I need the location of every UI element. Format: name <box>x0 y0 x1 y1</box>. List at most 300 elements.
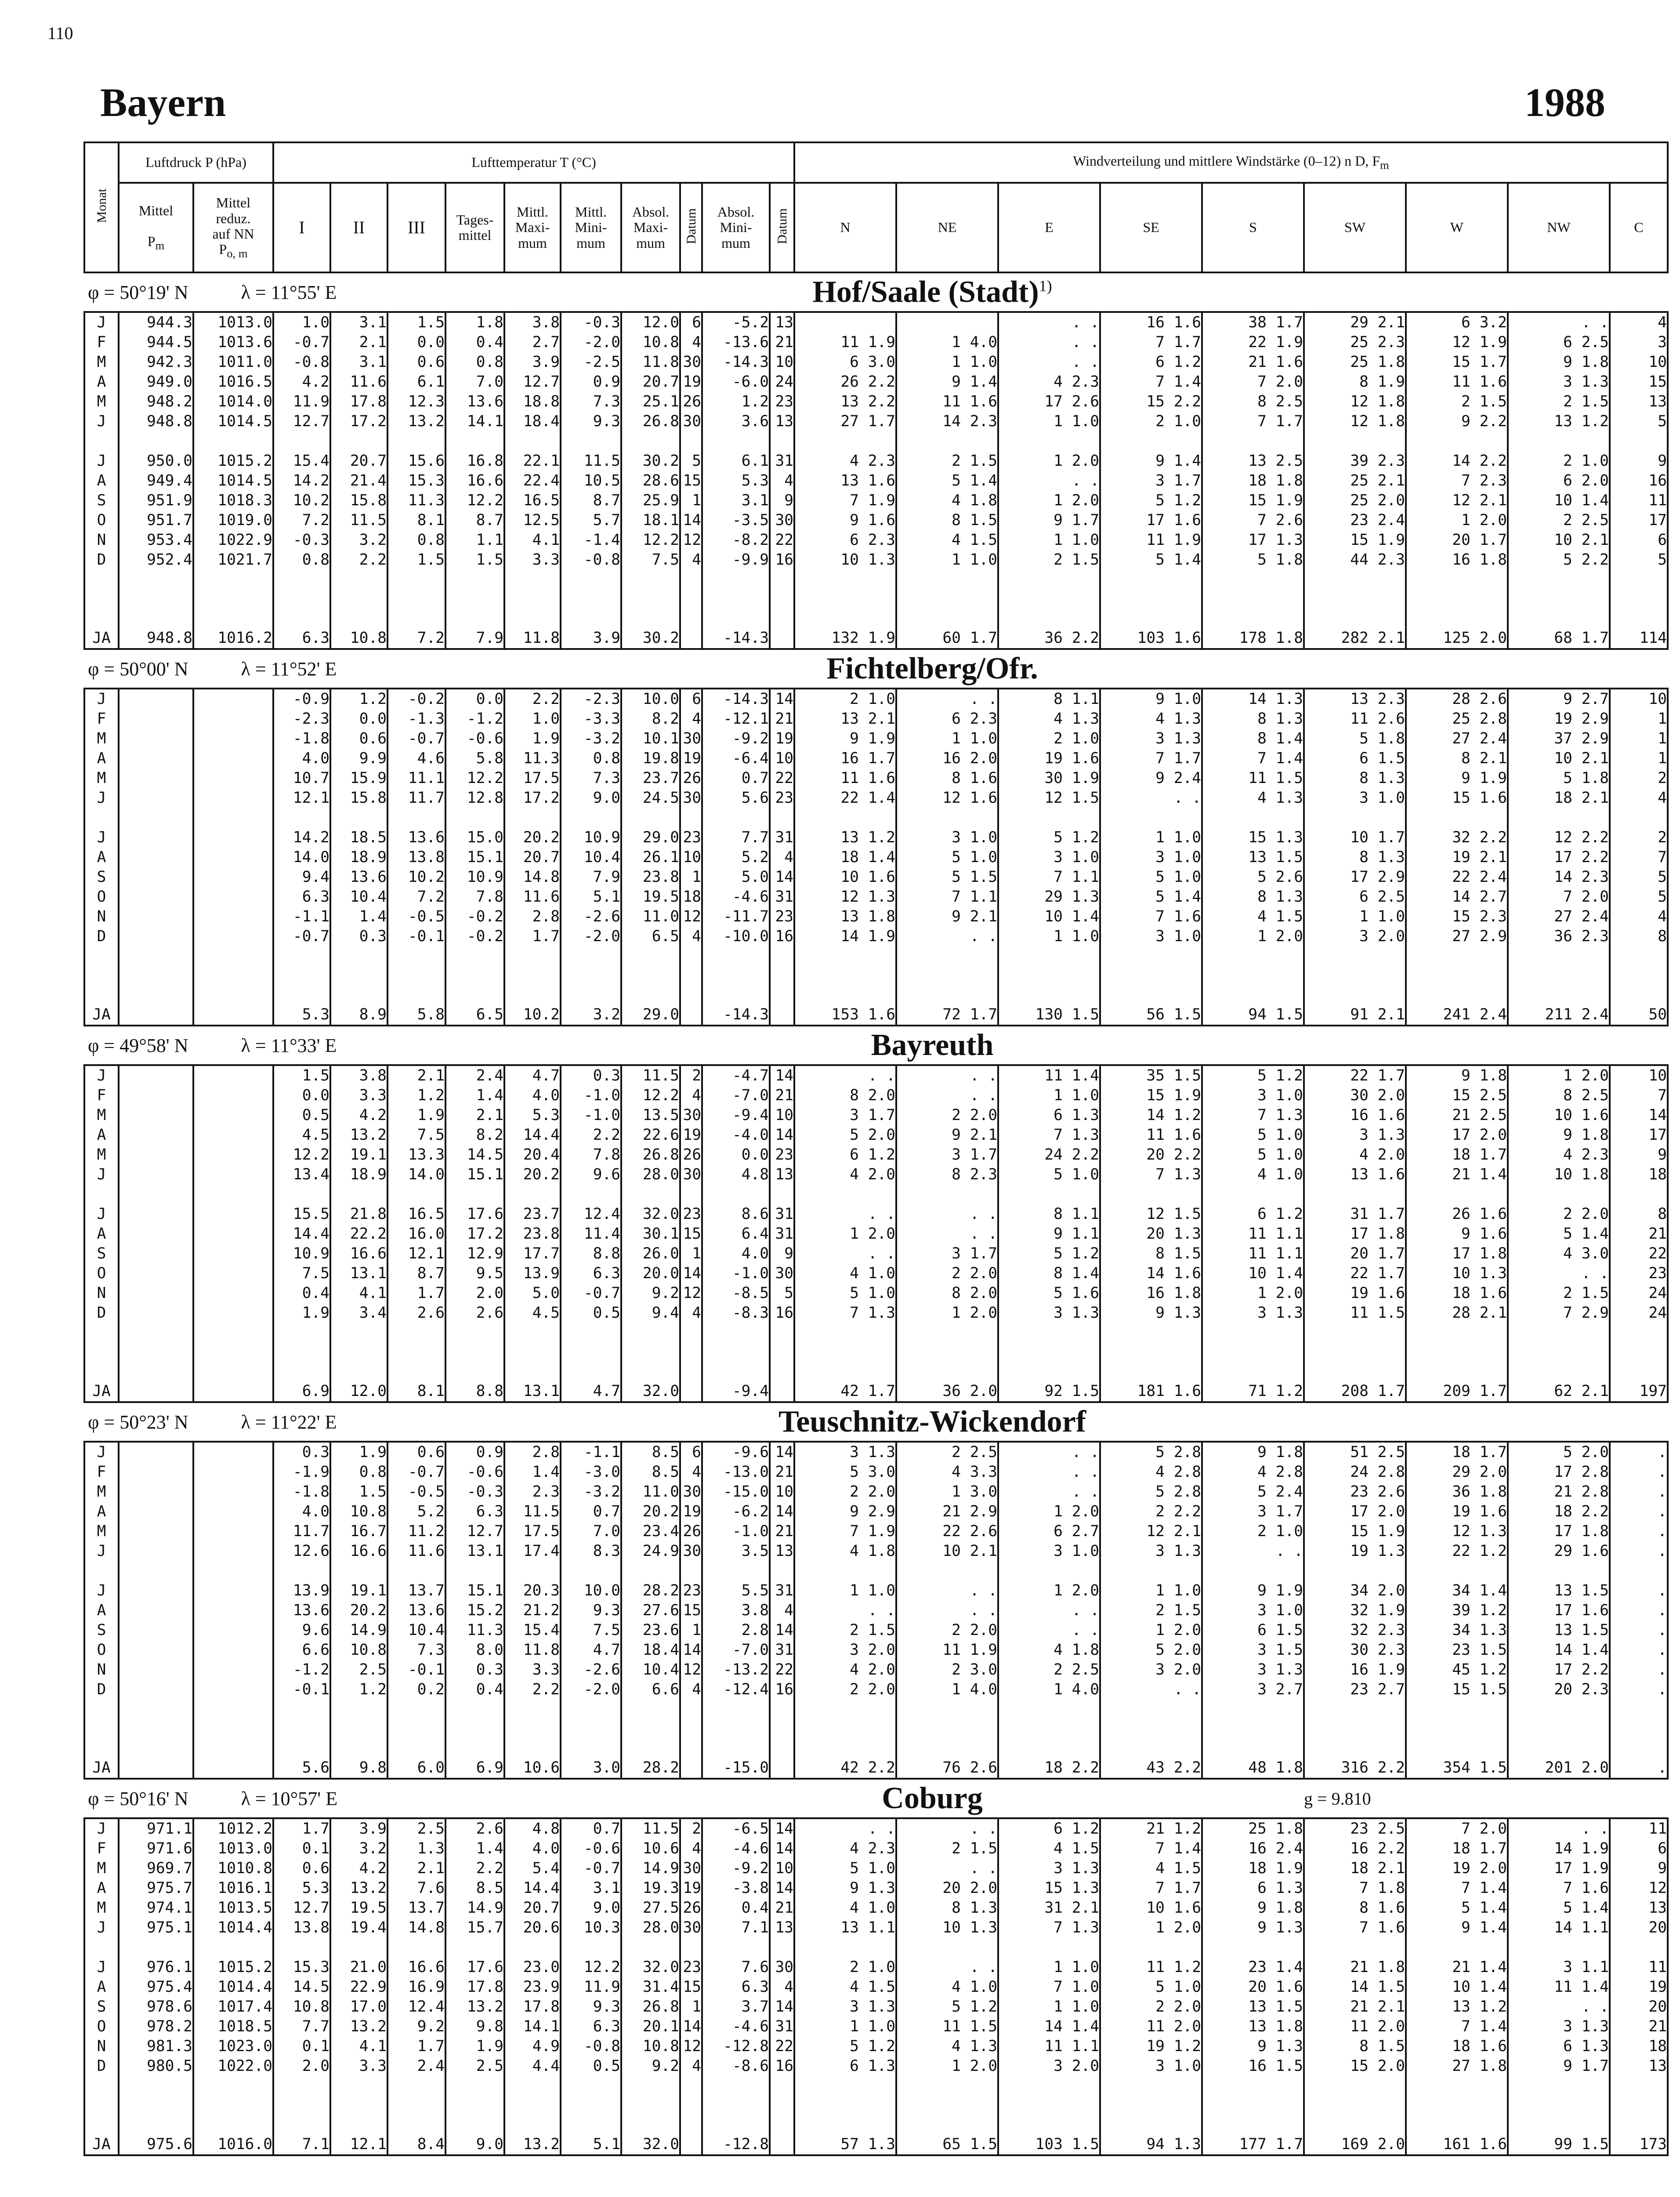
annual-nw <box>1508 2135 1610 2155</box>
header-wind-w: W <box>1406 183 1508 272</box>
annual-value: 62 2.1 <box>1554 1382 1609 1400</box>
annual-n <box>794 628 896 649</box>
station-name: Hof/Saale (Stadt)$^{1)}$ <box>812 275 1052 309</box>
cell-values: 28 2.6 25 2.8 27 2.4 8 2.1 9 1.9 15 1.6 32 2.2 19 2.1 22 2.4 14 2.7 15 2.3 27 2.9 <box>1452 690 1507 945</box>
annual-value: 241 2.4 <box>1443 1006 1507 1023</box>
cell-values: 6 4 30 19 26 30 5 15 1 14 12 4 <box>683 314 701 569</box>
station-longitude: λ = 11°52' E <box>241 658 337 680</box>
annual-w <box>1406 628 1508 649</box>
header-mittl-max: Mittl. Maxi- mum <box>504 183 561 272</box>
annual-value: JA <box>92 1006 111 1023</box>
annual-dmax <box>680 628 702 649</box>
station-name: Bayreuth <box>871 1028 994 1062</box>
annual-dmax <box>680 2135 702 2155</box>
station-longitude: λ = 11°22' E <box>241 1411 337 1433</box>
col-mmax <box>504 689 561 1005</box>
cell-values: 1 2.0 8 2.5 10 1.6 9 1.8 4 2.3 10 1.8 2 2.0 5 1.4 4 3.0 . . 2 1.5 7 2.9 <box>1554 1067 1609 1322</box>
climate-table <box>83 141 1669 2156</box>
annual-t1 <box>273 1758 330 1779</box>
cell-values: -2.3 -3.3 -3.2 0.8 7.3 9.0 10.9 10.4 7.9 5.1 -2.6 -2.0 <box>583 690 620 945</box>
col-dmax <box>680 312 702 628</box>
col-mmax <box>504 312 561 628</box>
annual-s <box>1202 1381 1304 1402</box>
col-tm <box>445 1442 504 1758</box>
annual-mmax <box>504 1758 561 1779</box>
cell-values: 14 21 10 14 21 13 31 4 14 31 22 16 <box>775 1443 794 1698</box>
cell-values: 5 1.2 3 1.0 7 1.3 5 1.0 5 1.0 4 1.0 6 1.2 11 1.1 11 1.1 10 1.4 1 2.0 3 1.3 <box>1248 1067 1303 1322</box>
col-tm <box>445 689 504 1005</box>
cell-values: 6 4 30 19 26 30 23 15 1 14 12 4 <box>683 1443 701 1698</box>
annual-value: JA <box>92 1382 111 1400</box>
col-dmax <box>680 1818 702 2135</box>
annual-value: 32.0 <box>642 2135 679 2153</box>
col-n <box>794 1818 896 2135</box>
annual-amax <box>621 1005 680 1026</box>
station-coordinates <box>84 1026 561 1065</box>
station-latitude: φ = 50°23' N <box>88 1411 188 1433</box>
annual-amax <box>621 628 680 649</box>
annual-label <box>84 2135 119 2155</box>
col-amax <box>621 1818 680 2135</box>
cell-values: 13 2.3 11 2.6 5 1.8 6 1.5 8 1.3 3 1.0 10 1.7 8 1.3 17 2.9 6 2.5 1 1.0 3 2.0 <box>1350 690 1405 945</box>
cell-values: J F M A M J J A S O N D <box>97 1820 106 2075</box>
annual-pm <box>119 628 193 649</box>
col-w <box>1406 1442 1508 1758</box>
annual-value: 43 2.2 <box>1146 1759 1202 1776</box>
cell-values: . . . . . . 4 2.3 17 2.6 1 1.0 1 2.0 . . 1 2.0 9 1.7 1 1.0 2 1.5 <box>1044 314 1100 569</box>
col-sw <box>1304 689 1406 1005</box>
cell-values: 9 2.7 19 2.9 37 2.9 10 2.1 5 1.8 18 2.1 12 2.2 17 2.2 14 2.3 7 2.0 27 2.4 36 2.3 <box>1554 690 1609 945</box>
col-months <box>84 1065 119 1381</box>
annual-row <box>84 1381 1668 1402</box>
annual-dmin <box>770 628 794 649</box>
header-wind-e: E <box>998 183 1100 272</box>
col-t3 <box>387 1818 445 2135</box>
cell-values: 2.4 1.4 2.1 8.2 14.5 15.1 17.6 17.2 12.9 9.5 2.0 2.6 <box>467 1067 503 1322</box>
annual-value: 92 1.5 <box>1044 1382 1100 1400</box>
annual-value: 130 1.5 <box>1035 1006 1100 1023</box>
cell-values: 2 4 30 19 26 30 23 15 1 14 12 4 <box>683 1820 701 2075</box>
annual-pnn <box>193 628 273 649</box>
annual-t3 <box>387 628 445 649</box>
annual-amax <box>621 1758 680 1779</box>
station-name: Coburg <box>882 1781 983 1815</box>
annual-s <box>1202 1005 1304 1026</box>
annual-ne <box>896 1005 998 1026</box>
annual-value: 76 2.6 <box>942 1759 998 1776</box>
col-s <box>1202 312 1304 628</box>
cell-values: 6 1.2 4 1.5 3 1.3 15 1.3 31 2.1 7 1.3 1 1.0 7 1.0 1 1.0 14 1.4 11 1.1 3 2.0 <box>1044 1820 1100 2075</box>
annual-dmax <box>680 1758 702 1779</box>
cell-values: 8 1.1 4 1.3 2 1.0 19 1.6 30 1.9 12 1.5 5 1.2 3 1.0 7 1.1 29 1.3 10 1.4 1 1.0 <box>1044 690 1100 945</box>
annual-dmin <box>770 1758 794 1779</box>
col-dmax <box>680 689 702 1005</box>
annual-ne <box>896 2135 998 2155</box>
header-datum-min: Datum <box>770 183 794 272</box>
cell-values: 2 2.5 4 3.3 1 3.0 21 2.9 22 2.6 10 2.1 . . . . 2 2.0 11 1.9 2 3.0 1 4.0 <box>942 1443 998 1698</box>
col-se <box>1100 1818 1202 2135</box>
annual-dmax <box>680 1381 702 1402</box>
annual-e <box>998 1005 1100 1026</box>
annual-tm <box>445 1005 504 1026</box>
col-s <box>1202 1065 1304 1381</box>
col-nw <box>1508 689 1610 1005</box>
station-latitude: φ = 50°19' N <box>88 281 188 303</box>
table-body <box>84 272 1668 2155</box>
monthly-values-row <box>84 1818 1668 2135</box>
col-w <box>1406 1818 1508 2135</box>
annual-sw <box>1304 1758 1406 1779</box>
annual-value: 1016.2 <box>217 629 272 647</box>
annual-value: 6.9 <box>302 1382 329 1400</box>
annual-value: 6.5 <box>476 1006 503 1023</box>
col-s <box>1202 689 1304 1005</box>
annual-value: 3.2 <box>593 1006 620 1023</box>
cell-values: 21 1.2 7 1.4 4 1.5 7 1.7 10 1.6 1 2.0 11 1.2 5 1.0 2 2.0 11 2.0 19 1.2 3 1.0 <box>1146 1820 1202 2075</box>
col-nw <box>1508 312 1610 628</box>
annual-t2 <box>330 2135 387 2155</box>
cell-values: -0.9 -2.3 -1.8 4.0 10.7 12.1 14.2 14.0 9.4 6.3 -1.1 -0.7 <box>293 690 329 945</box>
col-t2 <box>330 1442 387 1758</box>
annual-amin <box>702 1381 770 1402</box>
annual-mmin <box>561 2135 621 2155</box>
cell-values: 0.6 -0.7 -0.5 5.2 11.2 11.6 13.7 13.6 10.4 7.3 -0.1 0.2 <box>408 1443 445 1698</box>
annual-value: 6.0 <box>417 1759 445 1776</box>
annual-nw <box>1508 1381 1610 1402</box>
cell-values: 11 6 9 12 13 20 11 19 20 21 18 13 <box>1648 1820 1667 2075</box>
col-e <box>998 1065 1100 1381</box>
annual-row <box>84 1758 1668 1779</box>
cell-values: 11 1.4 1 1.0 6 1.3 7 1.3 24 2.2 5 1.0 8 1.1 9 1.1 5 1.2 8 1.4 5 1.6 3 1.3 <box>1044 1067 1100 1322</box>
annual-s <box>1202 2135 1304 2155</box>
annual-value: -12.8 <box>723 2135 769 2153</box>
col-w <box>1406 312 1508 628</box>
cell-values: 1.2 0.0 0.6 9.9 15.9 15.8 18.5 18.9 13.6 10.4 1.4 0.3 <box>350 690 387 945</box>
cell-values: 5 2.0 17 2.8 21 2.8 18 2.2 17 1.8 29 1.6 13 1.5 17 1.6 13 1.5 14 1.4 17 2.2 20 2.3 <box>1554 1443 1609 1698</box>
annual-dmin <box>770 1005 794 1026</box>
annual-mmax <box>504 1005 561 1026</box>
col-w <box>1406 689 1508 1005</box>
annual-value: 12.1 <box>350 2135 387 2153</box>
annual-se <box>1100 1381 1202 1402</box>
station-latitude: φ = 49°58' N <box>88 1034 188 1056</box>
annual-sw <box>1304 628 1406 649</box>
annual-nw <box>1508 1005 1610 1026</box>
annual-value: 29.0 <box>642 1006 679 1023</box>
col-pnn <box>193 312 273 628</box>
annual-w <box>1406 1381 1508 1402</box>
station-latitude: φ = 50°00' N <box>88 658 188 680</box>
annual-value: 132 1.9 <box>831 629 896 647</box>
annual-value: 10.2 <box>523 1006 560 1023</box>
cell-values: 2 1.0 13 2.1 9 1.9 16 1.7 11 1.6 22 1.4 13 1.2 18 1.4 10 1.6 12 1.3 13 1.8 14 1.9 <box>840 690 896 945</box>
header-wind-s: S <box>1202 183 1304 272</box>
cell-values: 0.3 -1.0 -1.0 2.2 7.8 9.6 12.4 11.4 8.8 6.3 -0.7 0.5 <box>583 1067 620 1322</box>
cell-values: 11 1.9 6 3.0 26 2.2 13 2.2 27 1.7 4 2.3 13 1.6 7 1.9 9 1.6 6 2.3 10 1.3 <box>840 334 896 569</box>
annual-t3 <box>387 1758 445 1779</box>
annual-value: 282 2.1 <box>1341 629 1405 647</box>
annual-value: 153 1.6 <box>831 1006 896 1023</box>
annual-label <box>84 628 119 649</box>
annual-se <box>1100 2135 1202 2155</box>
header-wind-se: SE <box>1100 183 1202 272</box>
annual-tm <box>445 628 504 649</box>
col-ne <box>896 689 998 1005</box>
col-t1 <box>273 1442 330 1758</box>
annual-ne <box>896 1381 998 1402</box>
annual-value: 7.1 <box>302 2135 329 2153</box>
annual-value: 99 1.5 <box>1554 2135 1609 2153</box>
cell-values: 2.8 1.4 2.3 11.5 17.5 17.4 20.3 21.2 15.4 11.8 3.3 2.2 <box>523 1443 560 1698</box>
annual-value: 42 2.2 <box>840 1759 896 1776</box>
annual-ne <box>896 628 998 649</box>
annual-value: 7.2 <box>417 629 445 647</box>
col-amax <box>621 1065 680 1381</box>
cell-values: J F M A M J J A S O N D <box>97 1443 106 1698</box>
annual-mmin <box>561 1005 621 1026</box>
annual-value: 103 1.5 <box>1035 2135 1100 2153</box>
station-gravity <box>1304 649 1668 689</box>
annual-value: 125 2.0 <box>1443 629 1507 647</box>
annual-e <box>998 2135 1100 2155</box>
col-mmin <box>561 1065 621 1381</box>
col-t1 <box>273 312 330 628</box>
cell-values: 6 4 30 19 26 30 23 10 1 18 12 4 <box>683 690 701 945</box>
annual-amin <box>702 1758 770 1779</box>
col-dmin <box>770 689 794 1005</box>
col-pm <box>119 689 193 1005</box>
annual-e <box>998 628 1100 649</box>
header-t1: I <box>273 183 330 272</box>
cell-values: . . 8 2.0 3 1.7 5 2.0 6 1.2 4 2.0 . . 1 2.0 . . 4 1.0 5 1.0 7 1.3 <box>850 1067 896 1322</box>
cell-values: 18 1.7 29 2.0 36 1.8 19 1.6 12 1.3 22 1.2 34 1.4 39 1.2 34 1.3 23 1.5 45 1.2 15 1.5 <box>1452 1443 1507 1698</box>
annual-value: 5.6 <box>302 1759 329 1776</box>
monthly-values-row <box>84 1065 1668 1381</box>
col-mmin <box>561 312 621 628</box>
cell-values: 971.1 971.6 969.7 975.7 974.1 975.1 976.1 975.4 978.6 978.2 981.3 980.5 <box>147 1820 192 2075</box>
cell-values: 1013.0 1013.6 1011.0 1016.5 1014.0 1014.5 1015.2 1014.5 1018.3 1019.0 1022.9 1021.7 <box>217 314 272 569</box>
header-wind-sw: SW <box>1304 183 1406 272</box>
annual-t3 <box>387 1005 445 1026</box>
annual-value: 50 <box>1648 1006 1667 1023</box>
annual-c <box>1610 2135 1668 2155</box>
cell-values: 3.9 3.2 4.2 13.2 19.5 19.4 21.0 22.9 17.0 13.2 4.1 3.3 <box>350 1820 387 2075</box>
col-t1 <box>273 1818 330 2135</box>
col-n <box>794 1442 896 1758</box>
annual-se <box>1100 628 1202 649</box>
col-ne <box>896 1442 998 1758</box>
annual-t1 <box>273 2135 330 2155</box>
station-coordinates <box>84 272 561 312</box>
annual-value: 13.2 <box>523 2135 560 2153</box>
col-n <box>794 689 896 1005</box>
header-wind-nw: NW <box>1508 183 1610 272</box>
station-coordinates <box>84 1402 561 1442</box>
cell-values: 3.8 3.3 4.2 13.2 19.1 18.9 21.8 22.2 16.6 13.1 4.1 3.4 <box>350 1067 387 1322</box>
col-t3 <box>387 689 445 1005</box>
col-se <box>1100 689 1202 1005</box>
cell-values: 14 21 19 10 22 23 31 4 14 31 23 16 <box>775 690 794 945</box>
col-ne <box>896 1818 998 2135</box>
annual-value: 68 1.7 <box>1554 629 1609 647</box>
col-mmax <box>504 1442 561 1758</box>
cell-values: 4.7 4.0 5.3 14.4 20.4 20.2 23.7 23.8 17.7 13.9 5.0 4.5 <box>523 1067 560 1322</box>
cell-values: 51 2.5 24 2.8 23 2.6 17 2.0 15 1.9 19 1.3 34 2.0 32 1.9 32 2.3 30 2.3 16 1.9 23 2.7 <box>1350 1443 1405 1698</box>
station-header-row <box>84 649 1668 689</box>
annual-value: 5.3 <box>302 1006 329 1023</box>
annual-n <box>794 1381 896 1402</box>
cell-values: 1.8 0.4 0.8 7.0 13.6 14.1 16.8 16.6 12.2 8.7 1.1 1.5 <box>467 314 503 569</box>
annual-value: 114 <box>1639 629 1667 647</box>
annual-tm <box>445 1381 504 1402</box>
header-pressure-group: Luftdruck P (hPa) <box>119 142 273 183</box>
cell-values: 29 2.1 25 2.3 25 1.8 8 1.9 12 1.8 12 1.8 39 2.3 25 2.1 25 2.0 23 2.4 15 1.9 44 2.3 <box>1350 314 1405 569</box>
col-months <box>84 689 119 1005</box>
cell-values: 1.5 0.0 0.5 4.5 12.2 13.4 15.5 14.4 10.9 7.5 0.4 1.9 <box>293 1067 329 1322</box>
station-gravity <box>1304 1026 1668 1065</box>
col-dmin <box>770 312 794 628</box>
cell-values: 22 1.7 30 2.0 16 1.6 3 1.3 4 2.0 13 1.6 31 1.7 17 1.8 20 1.7 22 1.7 19 1.6 11 1.5 <box>1350 1067 1405 1322</box>
annual-value: 5.1 <box>593 2135 620 2153</box>
col-e <box>998 1818 1100 2135</box>
station-gravity <box>1304 1402 1668 1442</box>
annual-c <box>1610 1005 1668 1026</box>
annual-value: 11.8 <box>523 629 560 647</box>
page-number: 110 <box>47 23 73 43</box>
annual-s <box>1202 628 1304 649</box>
annual-tm <box>445 2135 504 2155</box>
col-pnn <box>193 689 273 1005</box>
col-amin <box>702 312 770 628</box>
annual-value: 60 1.7 <box>942 629 998 647</box>
annual-value: 57 1.3 <box>840 2135 896 2153</box>
cell-values: 0.7 -0.6 -0.7 3.1 9.0 10.3 12.2 11.9 9.3 6.3 -0.8 0.5 <box>583 1820 620 2075</box>
annual-value: 5.8 <box>417 1006 445 1023</box>
annual-value: 8.8 <box>476 1382 503 1400</box>
col-se <box>1100 1442 1202 1758</box>
cell-values: J F M A M J J A S O N D <box>97 1067 106 1322</box>
annual-pnn <box>193 1758 273 1779</box>
annual-pm <box>119 1005 193 1026</box>
col-amax <box>621 312 680 628</box>
col-months <box>84 1442 119 1758</box>
annual-value: 10.6 <box>523 1759 560 1776</box>
header-wind-c: C <box>1610 183 1668 272</box>
annual-row <box>84 2135 1668 2155</box>
annual-value: . <box>1658 1759 1667 1776</box>
cell-values: -4.7 -7.0 -9.4 -4.0 0.0 4.8 8.6 6.4 4.0 -1.0 -8.5 -8.3 <box>732 1067 769 1322</box>
annual-n <box>794 1758 896 1779</box>
annual-pm <box>119 2135 193 2155</box>
header-wind-ne: NE <box>896 183 998 272</box>
station-gravity: g = 9.810 <box>1304 1788 1371 1809</box>
annual-e <box>998 1381 1100 1402</box>
col-amin <box>702 1818 770 2135</box>
annual-dmin <box>770 1381 794 1402</box>
monthly-values-row <box>84 1442 1668 1758</box>
annual-value: 975.6 <box>147 2135 192 2153</box>
annual-se <box>1100 1758 1202 1779</box>
annual-pnn <box>193 2135 273 2155</box>
header-wind-group: Windverteilung und mittlere Windstärke (0–12) n D, $F_m$ <box>794 142 1668 183</box>
cell-values: 5 2.8 4 2.8 5 2.8 2 2.2 12 2.1 3 1.3 1 1.0 2 1.5 1 2.0 5 2.0 3 2.0 . . <box>1146 1443 1202 1698</box>
col-nw <box>1508 1065 1610 1381</box>
col-pnn <box>193 1065 273 1381</box>
col-sw <box>1304 1818 1406 2135</box>
annual-value: 36 2.0 <box>942 1382 998 1400</box>
cell-values: 10.0 8.2 10.1 19.8 23.7 24.5 29.0 26.1 23.8 19.5 11.0 6.5 <box>642 690 679 945</box>
annual-value: -14.3 <box>723 629 769 647</box>
col-sw <box>1304 1065 1406 1381</box>
col-t1 <box>273 689 330 1005</box>
cell-values: 2.1 1.2 1.9 7.5 13.3 14.0 16.5 16.0 12.1 8.7 1.7 2.6 <box>408 1067 445 1322</box>
col-pm <box>119 1818 193 2135</box>
annual-value: JA <box>92 2135 111 2153</box>
annual-amin <box>702 2135 770 2155</box>
col-dmax <box>680 1065 702 1381</box>
monthly-values-row <box>84 689 1668 1005</box>
col-pm <box>119 1065 193 1381</box>
cell-values: -0.2 -1.3 -0.7 4.6 11.1 11.7 13.6 13.8 10.2 7.2 -0.5 -0.1 <box>408 690 445 945</box>
cell-values: 2 4 30 19 26 30 23 15 1 14 12 4 <box>683 1067 701 1322</box>
cell-values: . . 6 2.3 1 1.0 16 2.0 8 1.6 12 1.6 3 1.0 5 1.0 5 1.5 7 1.1 9 2.1 . . <box>942 690 998 945</box>
annual-value: 7.9 <box>476 629 503 647</box>
annual-t2 <box>330 1381 387 1402</box>
col-mmin <box>561 689 621 1005</box>
annual-label <box>84 1381 119 1402</box>
cell-values: 9 1.0 4 1.3 3 1.3 7 1.7 9 2.4 . . 1 1.0 3 1.0 5 1.0 5 1.4 7 1.6 3 1.0 <box>1155 690 1202 945</box>
annual-c <box>1610 1758 1668 1779</box>
cell-values: 1.9 0.8 1.5 10.8 16.7 16.6 19.1 20.2 14.9 10.8 2.5 1.2 <box>350 1443 387 1698</box>
station-gravity <box>1304 272 1668 312</box>
cell-values: 1 4.0 1 1.0 9 1.4 11 1.6 14 2.3 2 1.5 5 1.4 4 1.8 8 1.5 4 1.5 1 1.0 <box>942 334 998 569</box>
annual-value: 12.0 <box>350 1382 387 1400</box>
annual-n <box>794 2135 896 2155</box>
col-s <box>1202 1442 1304 1758</box>
annual-value: 169 2.0 <box>1341 2135 1405 2153</box>
annual-pm <box>119 1758 193 1779</box>
annual-sw <box>1304 2135 1406 2155</box>
col-n <box>794 312 896 628</box>
annual-c <box>1610 1381 1668 1402</box>
cell-values: -0.3 -2.0 -2.5 0.9 7.3 9.3 11.5 10.5 8.7 5.7 -1.4 -0.8 <box>583 314 620 569</box>
col-dmin <box>770 1442 794 1758</box>
cell-values: 1.7 0.1 0.6 5.3 12.7 13.8 15.3 14.5 10.8 7.7 0.1 2.0 <box>293 1820 329 2075</box>
annual-t1 <box>273 1005 330 1026</box>
annual-value: 8.4 <box>417 2135 445 2153</box>
col-n <box>794 1065 896 1381</box>
cell-values: 11.5 10.6 14.9 19.3 27.5 28.0 32.0 31.4 26.8 20.1 10.8 9.2 <box>642 1820 679 2075</box>
cell-values: -9.6 -13.0 -15.0 -6.2 -1.0 3.5 5.5 3.8 2.8 -7.0 -13.2 -12.4 <box>723 1443 769 1698</box>
col-mmax <box>504 1818 561 2135</box>
col-t3 <box>387 1442 445 1758</box>
cell-values: -5.2 -13.6 -14.3 -6.0 1.2 3.6 6.1 5.3 3.1 -3.5 -8.2 -9.9 <box>723 314 769 569</box>
annual-value: 71 1.2 <box>1248 1382 1303 1400</box>
annual-sw <box>1304 1005 1406 1026</box>
annual-value: -15.0 <box>723 1759 769 1776</box>
annual-tm <box>445 1758 504 1779</box>
annual-ne <box>896 1758 998 1779</box>
header-wind-n: N <box>794 183 896 272</box>
annual-value: 36 2.2 <box>1044 629 1100 647</box>
cell-values: 25 1.8 16 2.4 18 1.9 6 1.3 9 1.8 9 1.3 23 1.4 20 1.6 13 1.5 13 1.8 9 1.3 16 1.5 <box>1248 1820 1303 2075</box>
annual-value: 8.1 <box>417 1382 445 1400</box>
annual-t2 <box>330 1758 387 1779</box>
col-months <box>84 312 119 628</box>
cell-values: 0.0 -1.2 -0.6 5.8 12.2 12.8 15.0 15.1 10.9 7.8 -0.2 -0.2 <box>467 690 503 945</box>
col-mmax <box>504 1065 561 1381</box>
cell-values: 10 1 1 1 2 4 2 7 5 5 4 8 <box>1648 690 1667 945</box>
